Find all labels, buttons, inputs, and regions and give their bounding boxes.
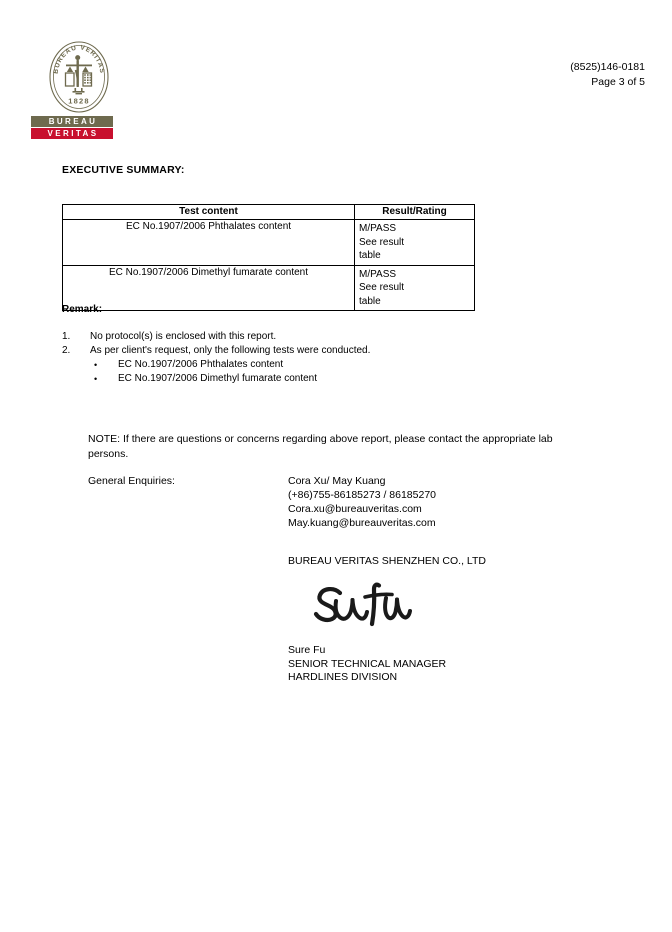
cell-test-content: EC No.1907/2006 Dimethyl fumarate content	[63, 265, 355, 311]
result-note-line2: table	[359, 295, 381, 307]
remark-list	[62, 330, 492, 386]
company-name: BUREAU VERITAS SHENZHEN CO., LTD	[288, 555, 486, 567]
cell-result-rating	[355, 265, 475, 311]
note-paragraph: NOTE: If there are questions or concerns regarding above report, please contact the appropriate lab persons.	[88, 433, 553, 460]
contact-email-secondary: May.kuang@bureauveritas.com	[288, 517, 436, 529]
result-note-line1: See result	[359, 236, 405, 248]
list-item	[62, 344, 492, 358]
contact-email-primary: Cora.xu@bureauveritas.com	[288, 503, 422, 515]
signatory-title: SENIOR TECHNICAL MANAGER	[288, 657, 447, 670]
cell-test-content: EC No.1907/2006 Phthalates content	[63, 220, 355, 266]
signatory-block	[288, 644, 446, 685]
signatory-name: Sure Fu	[288, 644, 326, 656]
list-item	[62, 358, 492, 372]
handwritten-signature-icon	[310, 578, 420, 634]
remark-item-text: No protocol(s) is enclosed with this report.	[90, 331, 277, 342]
signatory-division: HARDLINES DIVISION	[288, 671, 398, 683]
cell-result-rating	[355, 220, 475, 266]
table-row	[63, 220, 475, 266]
table-row	[63, 265, 475, 311]
page-number-label: Page 3 of 5	[591, 76, 645, 88]
remark-sub-bullet-list	[62, 358, 492, 386]
general-enquiries-label: General Enquiries:	[88, 475, 175, 487]
logo-wordmark-bureau: BUREAU	[31, 116, 113, 127]
general-enquiries-values	[288, 474, 436, 530]
remark-heading: Remark:	[62, 304, 103, 315]
bureau-veritas-emblem-icon	[48, 40, 110, 114]
list-item	[62, 330, 492, 344]
remark-item-number: 1.	[62, 331, 71, 342]
bullet-text: EC No.1907/2006 Phthalates content	[118, 359, 284, 370]
page-header	[0, 0, 672, 155]
svg-text:1828: 1828	[68, 96, 90, 106]
result-status: M/PASS	[359, 223, 397, 234]
column-header-result-rating: Result/Rating	[355, 205, 475, 220]
bullet-text: EC No.1907/2006 Dimethyl fumarate content	[118, 373, 317, 384]
contact-phone: (+86)755-86185273 / 86185270	[288, 489, 437, 501]
bullet-icon: •	[94, 374, 98, 384]
report-number: (8525)146-0181	[570, 61, 645, 73]
remark-item-number: 2.	[62, 344, 71, 356]
contact-name: Cora Xu/ May Kuang	[288, 475, 386, 487]
logo-wordmark-veritas: VERITAS	[31, 128, 113, 139]
bullet-icon: •	[94, 360, 98, 370]
column-header-test-content: Test content	[63, 205, 355, 220]
executive-summary-heading: EXECUTIVE SUMMARY:	[62, 164, 185, 176]
result-status: M/PASS	[359, 268, 397, 280]
result-note-line2: table	[359, 250, 381, 261]
executive-summary-table	[62, 204, 475, 311]
remark-item-text: As per client's request, only the following tests were conducted.	[90, 344, 371, 356]
table-header-row	[63, 205, 475, 220]
list-item	[62, 372, 492, 386]
svg-text:BUREAU VERITAS: BUREAU VERITAS	[52, 44, 106, 75]
header-meta	[570, 60, 645, 90]
result-note-line1: See result	[359, 282, 405, 293]
bureau-veritas-logo	[31, 40, 113, 139]
